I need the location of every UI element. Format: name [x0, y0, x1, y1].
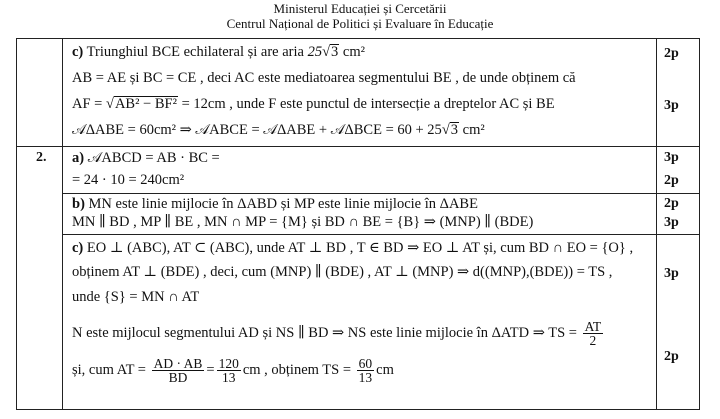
p2b-text1: MN este linie mijlocie în ΔABD și MP este linie mijlocie în ΔABE	[88, 196, 478, 212]
p2b-label: b)	[72, 196, 85, 212]
p2c-equals: =	[206, 361, 215, 378]
p2c-line1	[72, 240, 633, 257]
p2c-points-2: 2p	[664, 349, 679, 364]
fraction-at-over-2: $\frac{AT}{2}$	[584, 319, 602, 348]
p1c-af-root: AB² − BF²	[114, 96, 177, 112]
p1c-area-coef: 25	[307, 44, 323, 60]
fraction-ad-ab-over-bd: $\frac{AD \cdot AB}{BD}$	[153, 356, 203, 385]
p1c-line2: AB = AE și BC = CE , deci AC este mediatoarea segmentului BE , de unde obținem că	[72, 70, 576, 86]
p2c-points-1: 3p	[664, 266, 679, 281]
header-center: Centrul Național de Politici și Evaluare în Educație	[226, 16, 494, 31]
p1c-points-2: 3p	[664, 98, 679, 113]
p2c-text1: EO ⊥ (ABC), AT ⊂ (ABC), unde AT ⊥ BD , T ∈ BD ⇒ EO ⊥ AT și, cum BD ∩ EO = {O} ,	[86, 240, 634, 256]
p2b-line2: MN ∥ BD , MP ∥ BE , MN ∩ MP = {M} și BD ∩ BE = {B} ⇒ (MNP) ∥ (BDE)	[72, 214, 534, 230]
header-ministry: Ministerul Educației și Cercetării	[273, 1, 447, 16]
p1c-area-root: 3	[331, 44, 339, 60]
p2a-text1: 𝒜ABCD = AB · BC =	[87, 150, 220, 166]
p2c-line4	[72, 320, 605, 347]
p1c-af: AF =	[72, 96, 103, 112]
p2a-line1	[72, 150, 220, 167]
table-row-divider-3	[62, 234, 700, 235]
p1c-sum-unit: cm²	[462, 122, 485, 138]
table-col-divider-1	[62, 38, 63, 410]
p2b-points-1: 2p	[664, 196, 679, 211]
p2c-line2: obținem AT ⊥ (BDE) , deci, cum (MNP) ∥ (BDE) , AT ⊥ (MNP) ⇒ d((MNP),(BDE)) = TS ,	[72, 264, 613, 280]
p2a-line2: = 24 · 10 = 240cm²	[72, 172, 185, 188]
p1c-line3: AF = √AB² − BF² = 12cm , unde F este punctul de intersecție a dreptelor AC și BE	[72, 96, 555, 112]
p1c-area-sum: 𝒜ΔABE = 60cm² ⇒ 𝒜ABCE = 𝒜ΔABE + 𝒜ΔBCE = 60 + 25	[72, 122, 442, 138]
p2c-line3: unde {S} = MN ∩ AT	[72, 289, 200, 305]
p1c-points-1: 2p	[664, 46, 679, 61]
p2a-points-1: 3p	[664, 150, 679, 165]
table-col-divider-2	[656, 38, 657, 410]
p2b-line1	[72, 196, 478, 213]
p2c-text4: N este mijlocul segmentului AD și NS ∥ BD ⇒ NS este linie mijlocie în ΔATD ⇒ TS =	[72, 324, 577, 341]
p2c-label: c)	[72, 240, 84, 256]
table-row-divider-1	[16, 146, 700, 147]
p1c-sum-root: 3	[450, 122, 459, 138]
p1c-line1: c) Triunghiul BCE echilateral și are aria 25√3 cm²	[72, 44, 365, 60]
p1c-text1: Triunghiul BCE echilateral și are aria	[86, 44, 304, 60]
p2c-line5	[72, 357, 394, 384]
p2c-text5c: cm	[376, 361, 394, 378]
p2b-points-2: 3p	[664, 215, 679, 230]
p1c-label: c)	[72, 44, 84, 60]
p2c-text5b: cm , obținem TS =	[242, 361, 352, 378]
problem-number: 2.	[36, 150, 47, 165]
fraction-120-over-13: $\frac{120}{13}$	[218, 356, 239, 385]
p1c-line4: 𝒜ΔABE = 60cm² ⇒ 𝒜ABCE = 𝒜ΔABE + 𝒜ΔBCE = 60 + 25√3 cm²	[72, 122, 485, 138]
fraction-60-over-13: $\frac{60}{13}$	[358, 356, 373, 385]
p2a-points-2: 2p	[664, 173, 679, 188]
p1c-af-rest: = 12cm , unde F este punctul de intersecție a dreptelor AC și BE	[181, 96, 555, 112]
p2a-label: a)	[72, 150, 85, 166]
p1c-area-unit: cm²	[342, 44, 365, 60]
p2c-text5a: și, cum AT =	[72, 361, 146, 378]
table-row-divider-2	[62, 193, 700, 194]
